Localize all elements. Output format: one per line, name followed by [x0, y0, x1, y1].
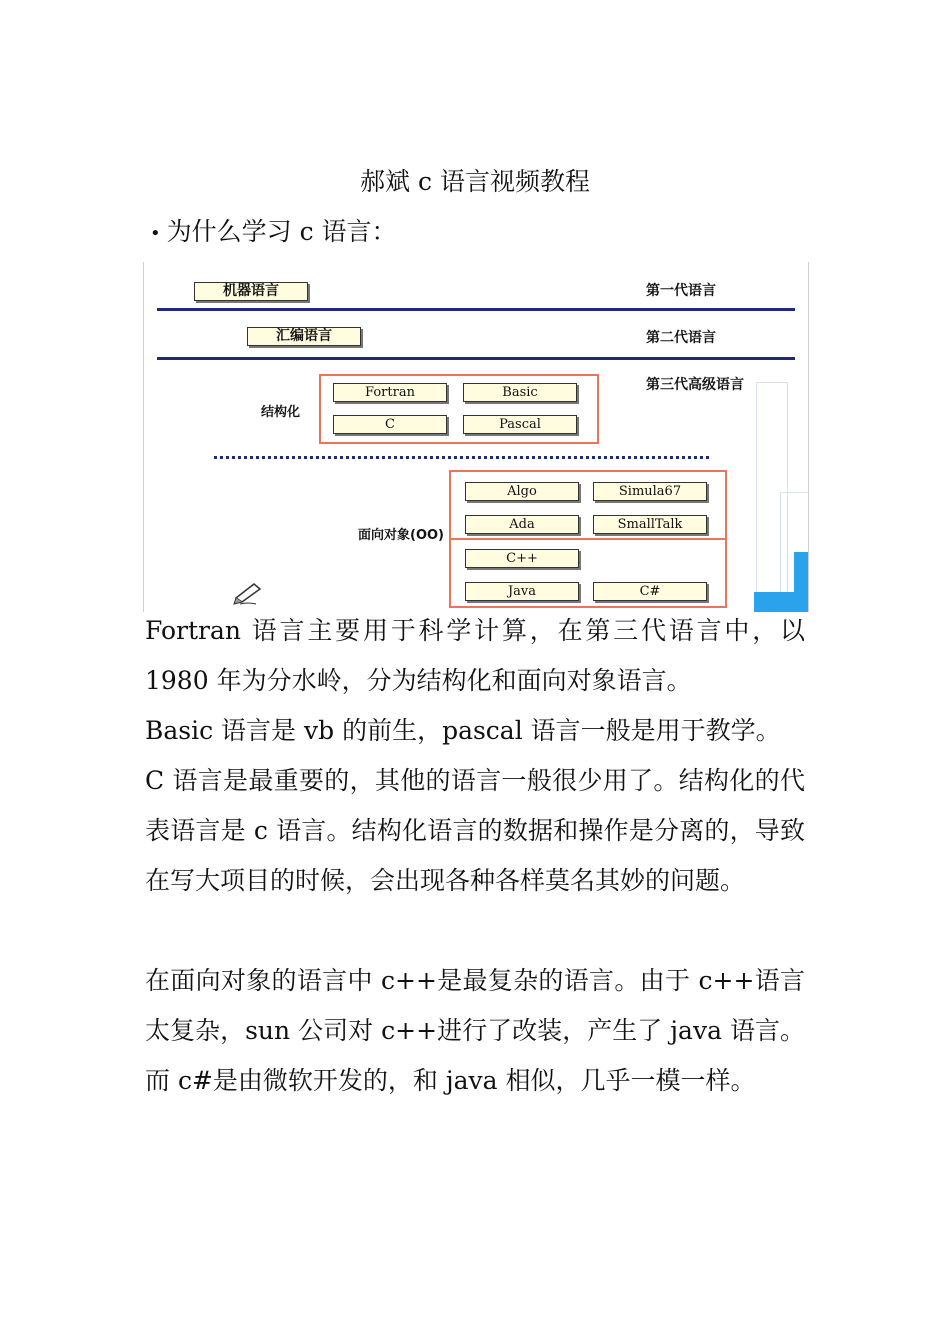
language-c: C — [333, 415, 447, 434]
language-smalltalk: SmallTalk — [593, 515, 707, 534]
assembly-language-box: 汇编语言 — [247, 327, 361, 346]
bullet-text: 为什么学习 c 语言： — [166, 217, 397, 246]
pencil-icon — [232, 580, 266, 606]
language-pascal: Pascal — [463, 415, 577, 434]
paragraph-basic: Basic 语言是 vb 的前生，pascal 语言一般是用于教学。 — [145, 716, 781, 745]
paragraph-c: C 语言是最重要的，其他的语言一般很少用了。结构化的代表语言是 c 语言。结构化语言的数据和操作是分离的，导致在写大项目的时候，会出现各种各样莫名其妙的问题。 — [145, 766, 805, 895]
language-algo: Algo — [465, 482, 579, 501]
structured-label: 结构化 — [261, 405, 301, 420]
separator-line — [157, 308, 795, 311]
structured-group — [319, 374, 599, 444]
gen1-label: 第一代语言 — [646, 283, 716, 299]
object-oriented-label: 面向对象(OO) — [358, 528, 444, 543]
language-fortran: Fortran — [333, 383, 447, 402]
gen2-label: 第二代语言 — [646, 330, 716, 346]
language-csharp: C# — [593, 582, 707, 601]
separator-line — [157, 357, 795, 360]
document-title: 郝斌 c 语言视频教程 — [360, 167, 590, 196]
machine-language-box: 机器语言 — [194, 282, 308, 301]
language-ada: Ada — [465, 515, 579, 534]
bullet-dot-icon: • — [150, 222, 161, 244]
language-java: Java — [465, 582, 579, 601]
object-oriented-group — [449, 470, 727, 608]
oo-group-divider — [451, 538, 725, 540]
language-cpp: C++ — [465, 549, 579, 568]
language-basic: Basic — [463, 383, 577, 402]
dotted-divider — [214, 456, 709, 459]
paragraph-fortran: Fortran 语言主要用于科学计算，在第三代语言中，以 1980 年为分水岭，分为结构化和面向对象语言。 — [145, 616, 805, 695]
language-simula67: Simula67 — [593, 482, 707, 501]
paragraph-object-oriented: 在面向对象的语言中 c++是最复杂的语言。由于 c++语言太复杂，sun 公司对 c++进行了改装，产生了 java 语言。而 c#是由微软开发的，和 java 相似，几乎一模一样。 — [145, 966, 805, 1095]
decor-blue-block — [794, 552, 808, 612]
language-generations-diagram — [143, 262, 809, 612]
bullet-heading — [150, 212, 397, 254]
gen3-label: 第三代高级语言 — [646, 377, 744, 393]
